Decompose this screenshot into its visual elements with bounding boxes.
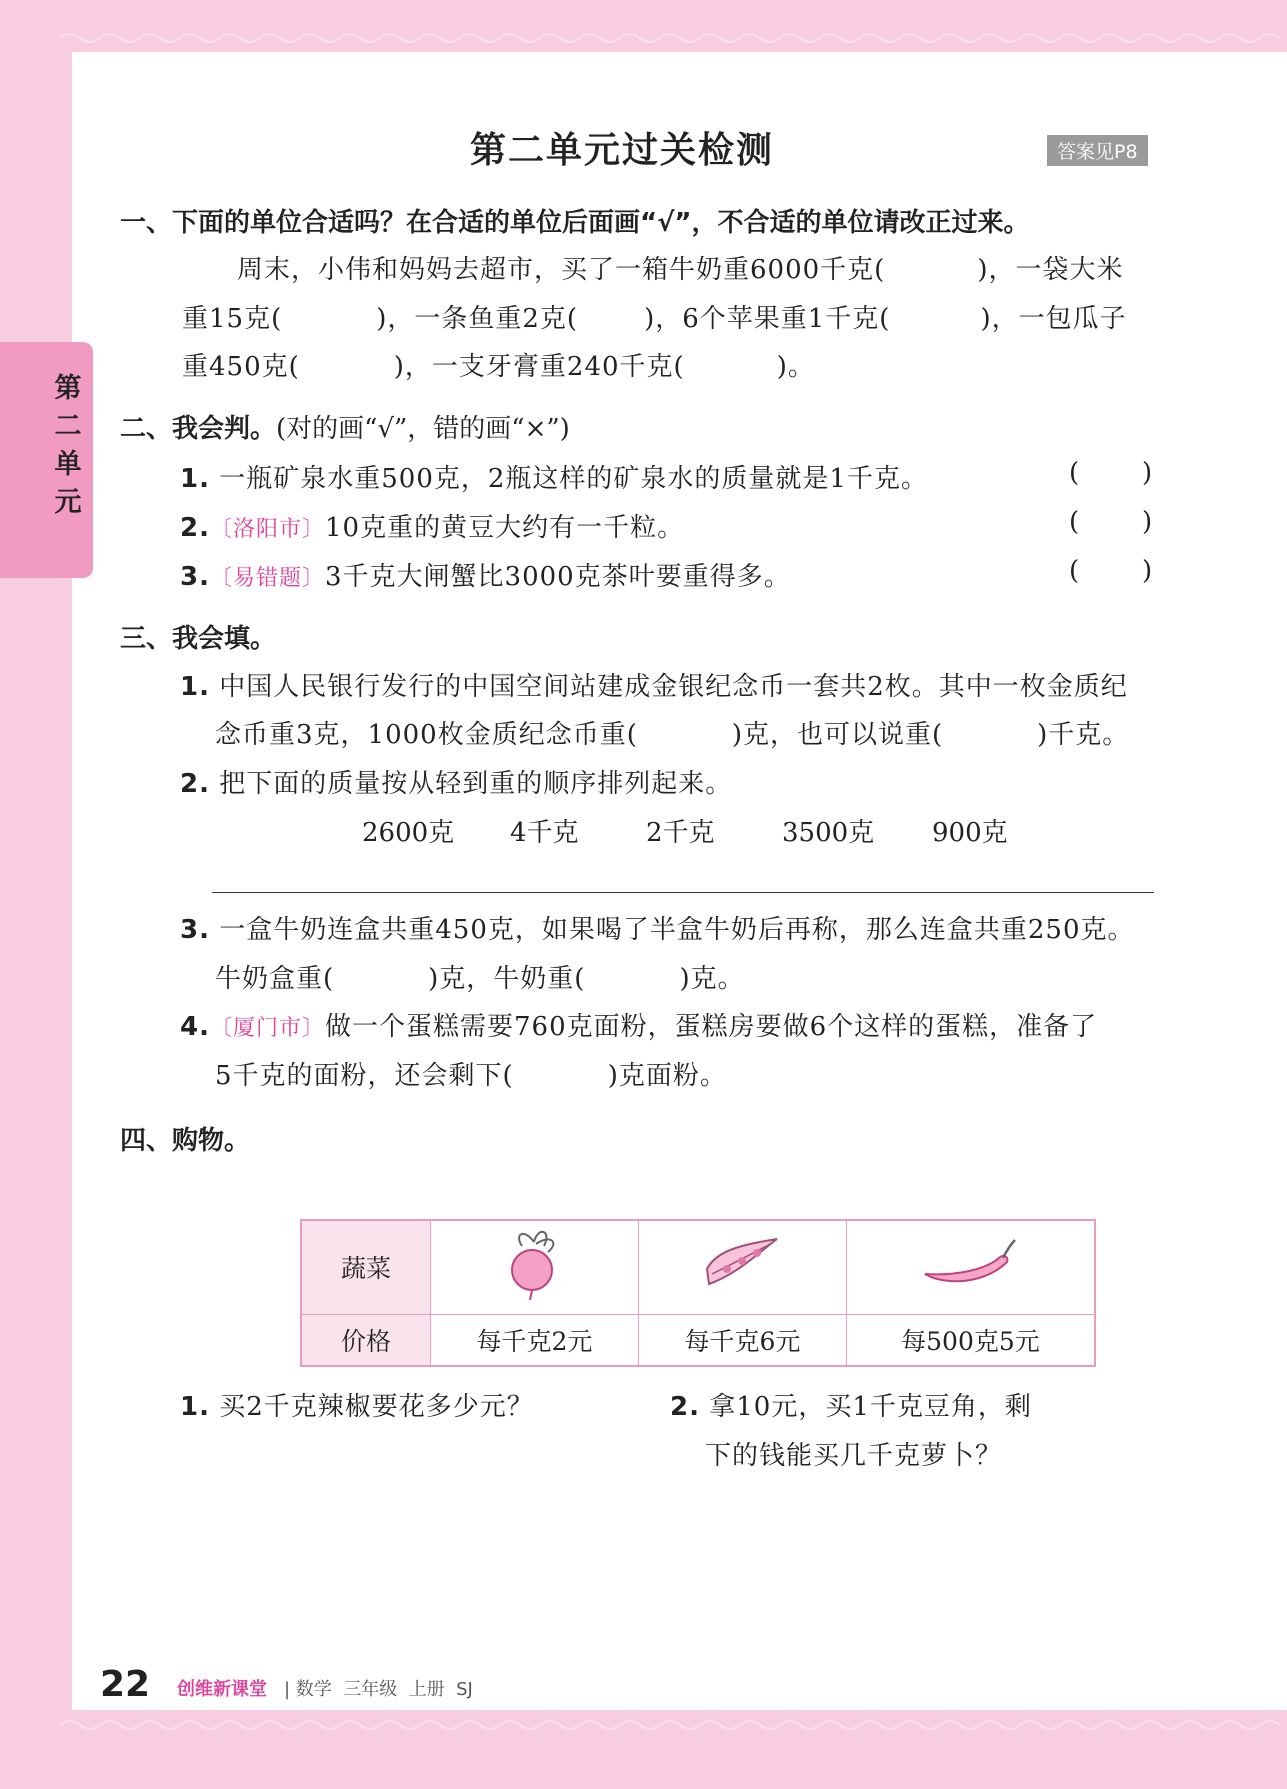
- answer-paren-close: ): [1142, 507, 1153, 537]
- shop-q2-line1: 2. 拿10元，买1千克豆角，剩: [670, 1392, 1032, 1422]
- shop-q1: 1. 买2千克辣椒要花多少元？: [180, 1392, 534, 1422]
- page-number: 22: [100, 1664, 151, 1705]
- section1-line3: 重450克( )，一支牙膏重240千克( )。: [182, 352, 815, 382]
- worksheet-page: [72, 52, 1287, 1710]
- section3-heading: 三、我会填。: [120, 624, 277, 654]
- price-chili: 每500克5元: [846, 1314, 1095, 1366]
- section1-line1: 周末，小伟和妈妈去超市，买了一箱牛奶重6000千克( )，一袋大米: [237, 255, 1124, 285]
- answer-paren-close: ): [1142, 556, 1153, 586]
- judge-item-3: 3.〔易错题〕3千克大闸蟹比3000克茶叶要重得多。: [180, 562, 791, 592]
- answer-reference-badge: 答案见P8: [1047, 135, 1148, 166]
- fill-q4-line1: 4.〔厦门市〕做一个蛋糕需要760克面粉，蛋糕房要做6个这样的蛋糕，准备了: [180, 1012, 1098, 1042]
- source-tag: 〔易错题〕: [209, 566, 325, 591]
- page-title: 第二单元过关检测: [469, 130, 774, 171]
- fill-q2: 2. 把下面的质量按从轻到重的顺序排列起来。: [180, 769, 733, 799]
- footer-brand: 创维新课堂: [177, 1679, 267, 1700]
- answer-paren-close: ): [1142, 458, 1153, 488]
- fill-q3-line2: 牛奶盒重( )克，牛奶重( )克。: [215, 964, 745, 994]
- section4-heading: 四、购物。: [120, 1126, 251, 1156]
- bean-cell: [638, 1220, 846, 1314]
- price-bean: 每千克6元: [638, 1314, 846, 1366]
- answer-paren-open[interactable]: (: [1069, 556, 1080, 586]
- judge-item-2: 2.〔洛阳市〕10克重的黄豆大约有一千粒。: [180, 513, 685, 543]
- bean-pod-icon: [697, 1229, 787, 1299]
- answer-line[interactable]: [212, 892, 1154, 893]
- judge-item-1: 1. 一瓶矿泉水重500克，2瓶这样的矿泉水的质量就是1千克。: [180, 464, 928, 494]
- answer-paren-open[interactable]: (: [1069, 507, 1080, 537]
- weight-item: 2千克: [646, 818, 715, 848]
- vegetable-price-table: [300, 1219, 1096, 1367]
- shop-q2-line2: 下的钱能买几千克萝卜？: [705, 1441, 1003, 1471]
- fill-q1-line2: 念币重3克，1000枚金质纪念币重( )克，也可以说重( )千克。: [215, 720, 1130, 750]
- answer-paren-open[interactable]: (: [1069, 458, 1080, 488]
- footer-book-info: | 数学 三年级 上册 SJ: [284, 1679, 473, 1700]
- fill-q1-line1: 1. 中国人民银行发行的中国空间站建成金银纪念币一套共2枚。其中一枚金质纪: [180, 672, 1128, 702]
- fill-q4-line2: 5千克的面粉，还会剩下( )克面粉。: [215, 1061, 727, 1091]
- radish-cell: [431, 1220, 639, 1314]
- price-radish: 每千克2元: [431, 1314, 639, 1366]
- radish-icon: [494, 1224, 574, 1304]
- weights-list: [72, 812, 1287, 848]
- fill-q3-line1: 3. 一盒牛奶连盒共重450克，如果喝了半盒牛奶后再称，那么连盒共重250克。: [180, 915, 1135, 945]
- unit-side-tab: [0, 342, 93, 578]
- weight-item: 2600克: [362, 818, 455, 848]
- chili-pepper-icon: [915, 1234, 1025, 1294]
- section1-line2: 重15克( )，一条鱼重2克( )，6个苹果重1千克( )，一包瓜子: [182, 304, 1127, 334]
- source-tag: 〔洛阳市〕: [209, 517, 325, 542]
- vegetable-row-label: 蔬菜: [301, 1220, 431, 1314]
- chili-cell: [846, 1220, 1095, 1314]
- price-row-label: 价格: [301, 1314, 431, 1366]
- source-tag: 〔厦门市〕: [209, 1016, 325, 1041]
- section2-heading: 二、我会判。(对的画“√”，错的画“×”): [120, 414, 570, 444]
- weight-item: 900克: [932, 818, 1008, 848]
- unit-side-tab-label: 第二单元: [54, 373, 82, 518]
- weight-item: 4千克: [510, 818, 579, 848]
- weight-item: 3500克: [782, 818, 875, 848]
- section1-heading: 一、下面的单位合适吗？在合适的单位后面画“√”，不合适的单位请改正过来。: [120, 208, 1030, 238]
